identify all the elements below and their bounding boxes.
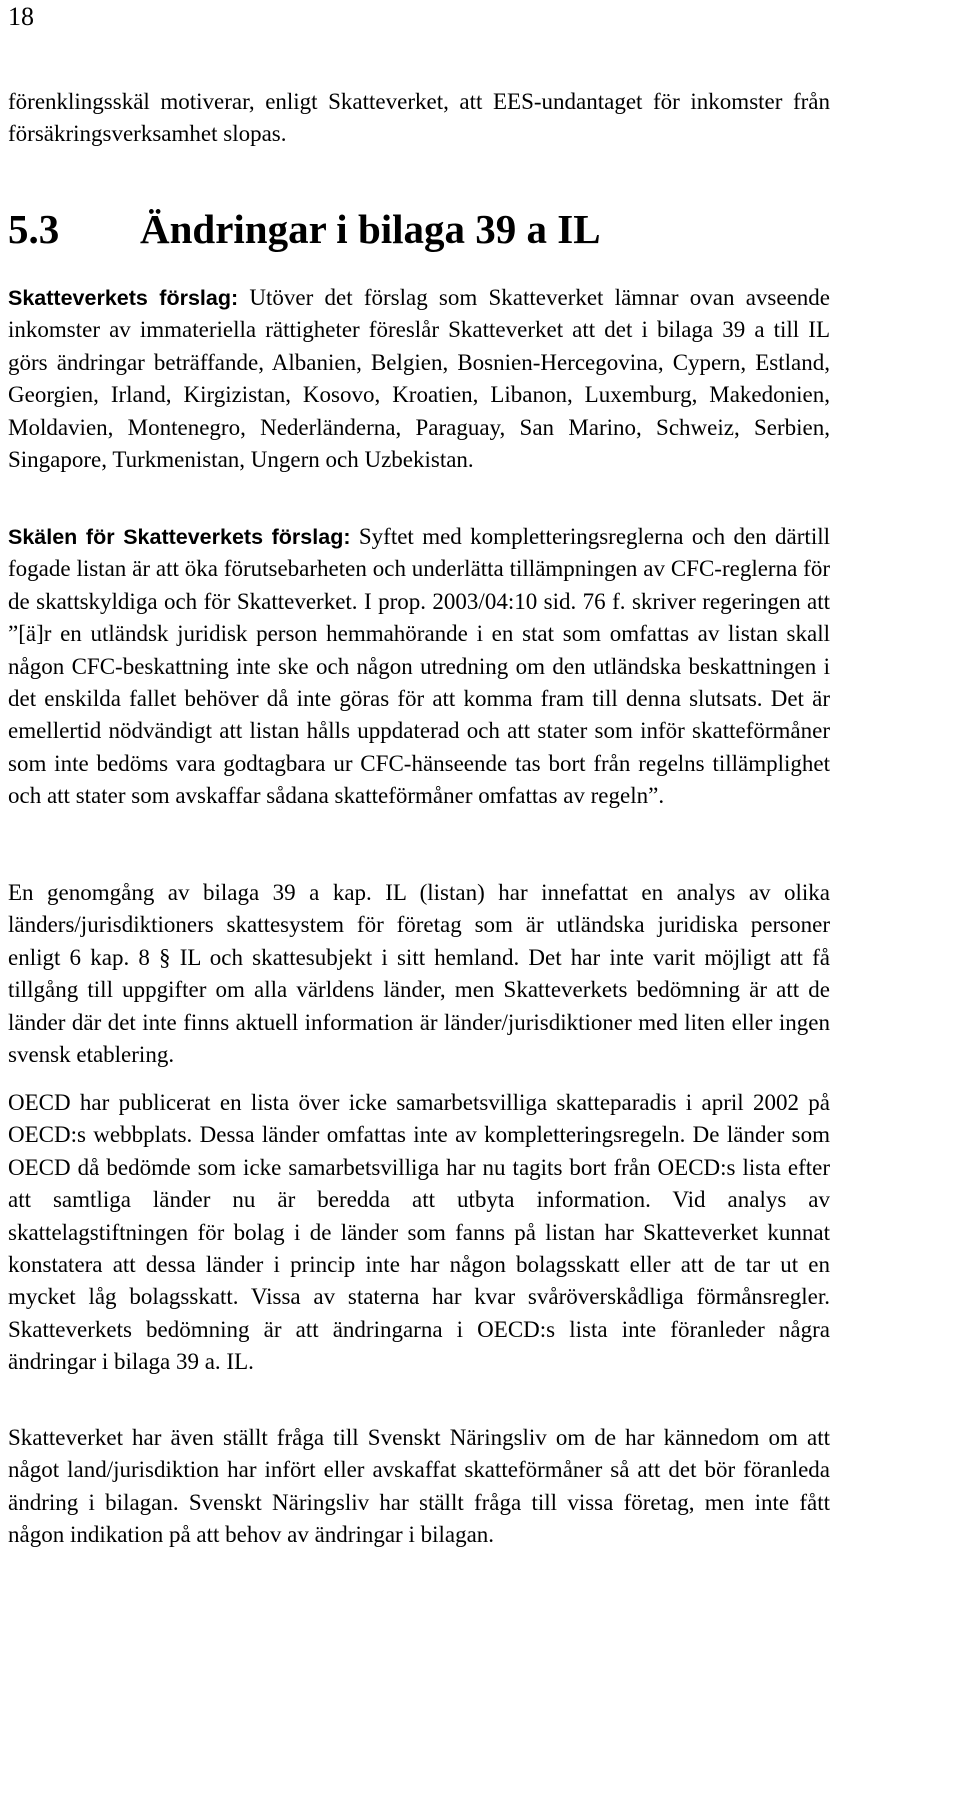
section-number: 5.3 <box>8 206 60 252</box>
proposal-label: Skatteverkets förslag: <box>8 286 239 310</box>
page-number: 18 <box>8 2 34 31</box>
reasons-text: Syftet med kompletteringsreglerna och den därtill fogade listan är att öka förutsebarheten och underlätta tillämpningen av CFC-reglerna för de skattskyldiga och för Skatteverket. I prop. 2003/04:10 sid. 76 f. skriver regeringen att ”[ä]r en utländsk juridisk person hemmahörande i en stat som omfattas av listan skall någon CFC-beskattning inte ske och någon utredning om den utländska beskattningen i det enskilda fallet behöver då inte göras för att komma fram till denna slutsats. Det är emellertid nödvändigt att listan hålls uppdaterad och att stater som inför skatteförmåner som inte bedöms vara godtagbara ur CFC-hänseende tas bort från regelns tillämplighet och att stater som avskaffar sådana skatteförmåner omfattas av regeln”. <box>8 524 830 809</box>
oecd-paragraph: OECD har publicerat en lista över icke samarbetsvilliga skatteparadis i april 2002 på OECD:s webbplats. Dessa länder omfattas inte av kompletteringsregeln. De länder som OECD då bedömde som icke samarbetsvilliga har nu tagits bort från OECD:s lista efter att samtliga länder nu är beredda att utbyta information. Vid analys av skattelagstiftningen för bolag i de länder som fanns på listan har Skatteverket kunnat konstatera att dessa länder i princip inte har någon bolagsskatt eller att de tar ut en mycket låg bolagsskatt. Vissa av staterna har kvar svåröverskådliga förmånsregler. Skatteverkets bedömning är att ändringarna i OECD:s lista inte föranleder några ändringar i bilaga 39 a. IL. <box>8 1090 830 1375</box>
proposal-text: Utöver det förslag som Skatteverket lämnar ovan avseende inkomster av immateriella rättigheter föreslår Skatteverket att det i bilaga 39 a till IL görs ändringar beträffande, Albanien, Belgien, Bosnien-Hercegovina, Cypern, Estland, Georgien, Irland, Kirgizistan, Kosovo, Kroatien, Libanon, Luxemburg, Makedonien, Moldavien, Montenegro, Nederländerna, Paraguay, San Marino, Schweiz, Serbien, Singapore, Turkmenistan, Ungern och Uzbekistan. <box>8 285 830 473</box>
section-heading <box>8 204 830 254</box>
intro-paragraph: förenklingsskäl motiverar, enligt Skatteverket, att EES-undantaget för inkomster från försäkringsverksamhet slopas. <box>8 89 830 147</box>
section-title: Ändringar i bilaga 39 a IL <box>140 206 601 252</box>
proposal-paragraph <box>8 282 830 476</box>
naringsliv-paragraph: Skatteverket har även ställt fråga till Svenskt Näringsliv om de har kännedom om att något land/jurisdiktion har infört eller avskaffat skatteförmåner så att det bör föranleda ändring i bilagan. Svenskt Näringsliv har ställt fråga till vissa företag, men inte fått någon indikation på att behov av ändringar i bilagan. <box>8 1425 830 1548</box>
reasons-label: Skälen för Skatteverkets förslag: <box>8 525 351 549</box>
reasons-paragraph <box>8 521 830 813</box>
review-paragraph: En genomgång av bilaga 39 a kap. IL (listan) har innefattat en analys av olika länders/jurisdiktioners skattesystem för företag som är utländska juridiska personer enligt 6 kap. 8 § IL och skattesubjekt i sitt hemland. Det har inte varit möjligt att få tillgång till uppgifter om alla världens länder, men Skatteverkets bedömning är att de länder där det inte finns aktuell information är länder/jurisdiktioner med liten eller ingen svensk etablering. <box>8 880 830 1068</box>
